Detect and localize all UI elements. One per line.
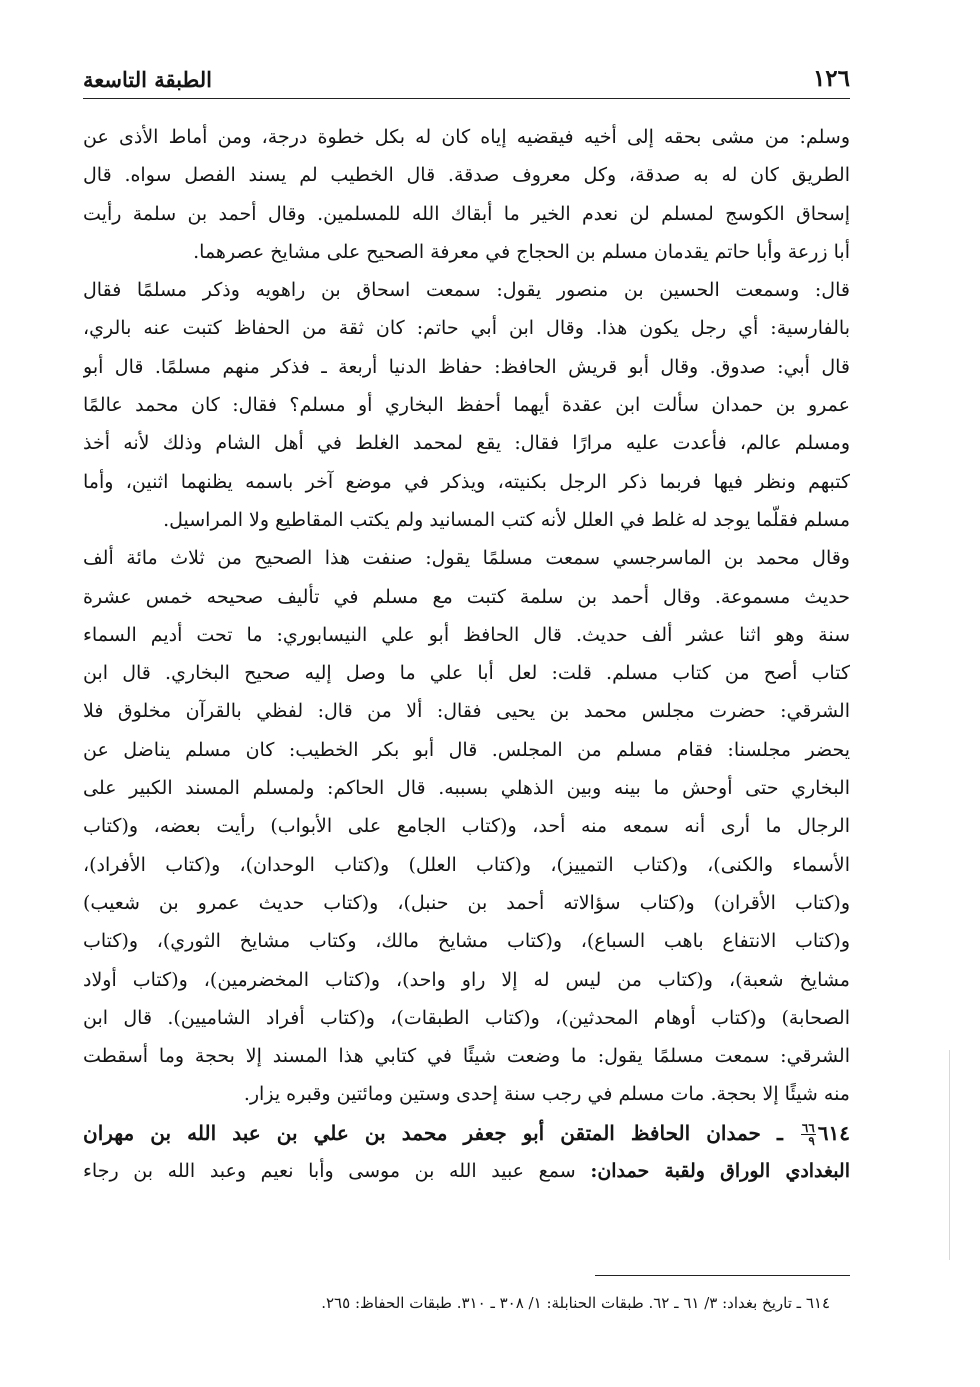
text-line: الشرقي: سمعت مسلمًا يقول: ما وضعت شيئًا في كتابي هذا المسند إلا بحجة وما أسقطت bbox=[83, 1045, 850, 1068]
footnote-rule bbox=[595, 1275, 850, 1276]
text-line: إسحاق الكوسج لمسلم لن نعدم الخير ما أبقاك الله للمسلمين. وقال أحمد بن سلمة رأيت bbox=[83, 202, 850, 225]
entry-heading bbox=[83, 1114, 850, 1152]
text-line: بالفارسية: أي رجل يكون هذا. وقال ابن أبي حاتم: كان ثقة من الحفاظ كتبت عنه بالري، bbox=[83, 317, 850, 340]
entry-heading-continuation: البغدادي الوراق ولقبة حمدان: bbox=[590, 1160, 850, 1183]
text-line: الصحابة) و(كتاب أوهام المحدثين)، و(كتاب الطبقات)، و(كتاب أفراد الشاميين). قال ابن bbox=[83, 1006, 850, 1029]
fraction-bottom: ٩ bbox=[808, 1133, 815, 1148]
page-number: ١٢٦ bbox=[812, 65, 850, 92]
text-line: و(كتاب الأقران) و(كتاب سؤالاته أحمد بن حنبل)، و(كتاب حديث عمرو بن شعيب) bbox=[83, 891, 850, 914]
text-line: مشايخ شعبة)، و(كتاب من ليس له إلا راو واحد)، و(كتاب المخضرمين)، و(كتاب أولاد bbox=[83, 968, 850, 991]
text-line: وقال محمد بن الماسرجسي سمعت مسلمًا يقول: صنفت هذا الصحيح من ثلاث مائة ألف bbox=[83, 547, 850, 570]
header-rule bbox=[83, 98, 850, 99]
entry-line-2 bbox=[83, 1152, 850, 1190]
page-header bbox=[83, 52, 850, 92]
entry-number: ٦١٤ bbox=[817, 1120, 850, 1145]
text-line: الأسماء والكنى)، و(كتاب التمييز)، و(كتاب العلل) و(كتاب الوحدان)، و(كتاب الأفراد)، bbox=[83, 853, 850, 876]
text-line: منه شيئًا إلا بحجة. مات مسلم في رجب سنة إحدى وستين ومائتين وقبره يزار. bbox=[243, 1083, 850, 1106]
text-line: الرجال ما أرى أنه سمعه منه أحد، و(كتاب الجامع على الأبواب) رأيت بعضه، و(كتاب bbox=[83, 815, 850, 838]
text-line: كتاب أصح من كتاب مسلم. قلت: لعل أبا علي ما وصل إليه صحيح البخاري. قال ابن bbox=[83, 662, 850, 685]
text-line: الشرقي: حضرت مجلس محمد بن يحيى فقال: ألا من قال: لفظي بالقرآن مخلوق فلا bbox=[83, 700, 850, 723]
entry-fraction bbox=[801, 1122, 816, 1147]
text-line: أبا زرعة وأبا حاتم يقدمان مسلم بن الحجاج في معرفة الصحيح على مشايخ عصرهما. bbox=[193, 240, 850, 263]
text-line: حديث مسموعة. وقال أحمد بن سلمة كتبت مع مسلم في تأليف صحيحه خمس عشرة bbox=[83, 585, 850, 608]
text-line: عمرو بن حمدان سألت ابن عقدة أيهما أحفظ البخاري أو مسلم؟ فقال: كان محمد عالمًا bbox=[83, 394, 850, 417]
text-line: ومسلم عالم، فأعدت عليه مرارًا فقال: يقع لمحمد الغلط في أهل الشام وذلك لأنه أخذ bbox=[83, 432, 850, 455]
footnote: ٦١٤ ـ تاريخ بغداد: ٣/ ٦١ ـ ٦٢. طبقات الحنابلة: ١/ ٣٠٨ ـ ٣١٠. طبقات الحفاظ: ٢٦٥. bbox=[321, 1294, 830, 1312]
text-line: الطريق كان له به صدقة، وكل معروف صدقة. قال الخطيب لم يسند الفصل سواه. قال bbox=[83, 164, 850, 187]
text-line: البخاري حتى أوحش ما بينه وبين الذهلي بسببه. قال الحاكم: ولمسلم المسند الكبير على bbox=[83, 777, 850, 800]
running-title: الطبقة التاسعة bbox=[83, 67, 212, 92]
text-line: سنة وهو اثنا عشر ألف حديث. قال الحافظ أبو علي النيسابوري: ما تحت أديم السماء bbox=[83, 623, 850, 646]
entry-heading-text: ـ حمدان الحافظ المتقن أبو جعفر محمد بن علي بن عبد الله بن مهران bbox=[83, 1120, 783, 1145]
text-line: وسلم: من مشى بحقه إلى أخيه فيقضيه إياه كان له بكل خطوة درجة، ومن أماط الأذى عن bbox=[83, 126, 850, 148]
text-line: و(كتاب الانتفاع باهب السباع)، و(كتاب مشايخ مالك، وكتاب مشايخ الثوري)، و(كتاب bbox=[83, 930, 850, 953]
body-text bbox=[83, 118, 850, 1190]
fraction-top: ٦٦ bbox=[801, 1120, 815, 1135]
scan-edge-line bbox=[949, 1050, 950, 1260]
text-line: كتبهم ونظر فيها فربما ذكر الرجل بكنيته، ويذكر في موضع آخر باسمه يظنهما اثنين، وأما bbox=[83, 470, 850, 493]
text-line: يحضر مجلسنا: فقام مسلم من المجلس. قال أبو بكر الخطيب: كان مسلم يناضل عن bbox=[83, 738, 850, 761]
text-line: قال أبي: صدوق. وقال أبو قريش الحافظ: حفاظ الدنيا أربعة ـ فذكر منهم مسلمًا. قال أبو bbox=[83, 355, 850, 378]
text-line: مسلم فقلّما يوجد له غلط في العلل لأنه كتب المسانيد ولم يكتب المقاطيع ولا المراسيل. bbox=[163, 508, 850, 531]
text-line: قال: وسمعت الحسين بن منصور يقول: سمعت اسحاق بن راهويه وذكر مسلمًا فقال bbox=[83, 279, 850, 302]
entry-text: سمع عبيد الله بن موسى وأبا نعيم وعبد الله بن رجاء bbox=[83, 1160, 576, 1183]
